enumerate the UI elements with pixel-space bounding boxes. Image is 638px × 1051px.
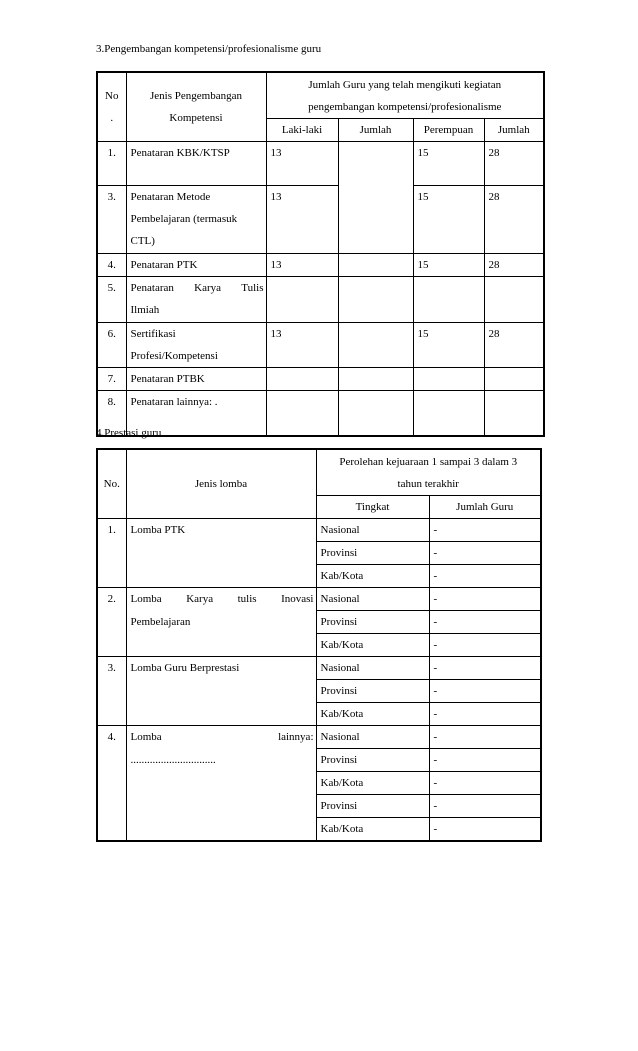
header-jumlah-2: Jumlah [484, 119, 544, 142]
table-row: 1. Lomba PTK Nasional - [97, 519, 541, 542]
jumlah-merged-cell [338, 142, 413, 254]
table-row: Pembelajaran Provinsi - [97, 611, 541, 634]
table-row: Kab/Kota - [97, 772, 541, 795]
table-row: Provinsi - [97, 795, 541, 818]
section-3-title: 3.Pengembangan kompetensi/profesionalisme guru [96, 43, 322, 55]
table-row: Provinsi - [97, 542, 541, 565]
header-no: No . [97, 72, 126, 142]
prestasi-table [96, 448, 542, 842]
header-perempuan: Perempuan [413, 119, 484, 142]
table-row: 6. Sertifikasi Profesi/Kompetensi 13 15 28 [97, 323, 544, 368]
table-row: 4. Penataran PTK 13 15 28 [97, 254, 544, 277]
table-row: Provinsi - [97, 680, 541, 703]
table-row: 7. Penataran PTBK [97, 368, 544, 391]
table-row: 1. Penataran KBK/KTSP 13 15 28 [97, 142, 544, 186]
header-laki: Laki-laki [266, 119, 338, 142]
header-jumlah-guru: Jumlah Guru [429, 496, 541, 519]
section-4-title: 4.Prestasi guru [96, 427, 162, 439]
table-row: ............................... Provinsi - [97, 749, 541, 772]
table-row: 5. Penataran Karya Tulis Ilmiah [97, 277, 544, 323]
header-no: No. [97, 449, 126, 519]
header-jenis: Jenis Pengembangan Kompetensi [126, 72, 266, 142]
table-row: 3. Penataran Metode Pembelajaran (termasuk CTL) 13 15 28 [97, 186, 544, 254]
table-row: 2. Lomba Karya tulis Inovasi Nasional - [97, 588, 541, 611]
table-row: 3. Lomba Guru Berprestasi Nasional - [97, 657, 541, 680]
table-row: Kab/Kota - [97, 818, 541, 842]
header-perolehan: Perolehan kejuaraan 1 sampai 3 dalam 3 tahun terakhir [316, 449, 541, 496]
table-row: 4. Lomba lainnya: Nasional - [97, 726, 541, 749]
table-row: Kab/Kota - [97, 565, 541, 588]
header-jumlah-guru: Jumlah Guru yang telah mengikuti kegiatan pengembangan kompetensi/profesionalisme [266, 72, 544, 119]
table-row: 8. Penataran lainnya: . [97, 391, 544, 436]
kompetensi-table [96, 71, 545, 437]
table-row: Kab/Kota - [97, 703, 541, 726]
header-jenis-lomba: Jenis lomba [126, 449, 316, 519]
header-jumlah-1: Jumlah [338, 119, 413, 142]
header-tingkat: Tingkat [316, 496, 429, 519]
table-row: Kab/Kota - [97, 634, 541, 657]
